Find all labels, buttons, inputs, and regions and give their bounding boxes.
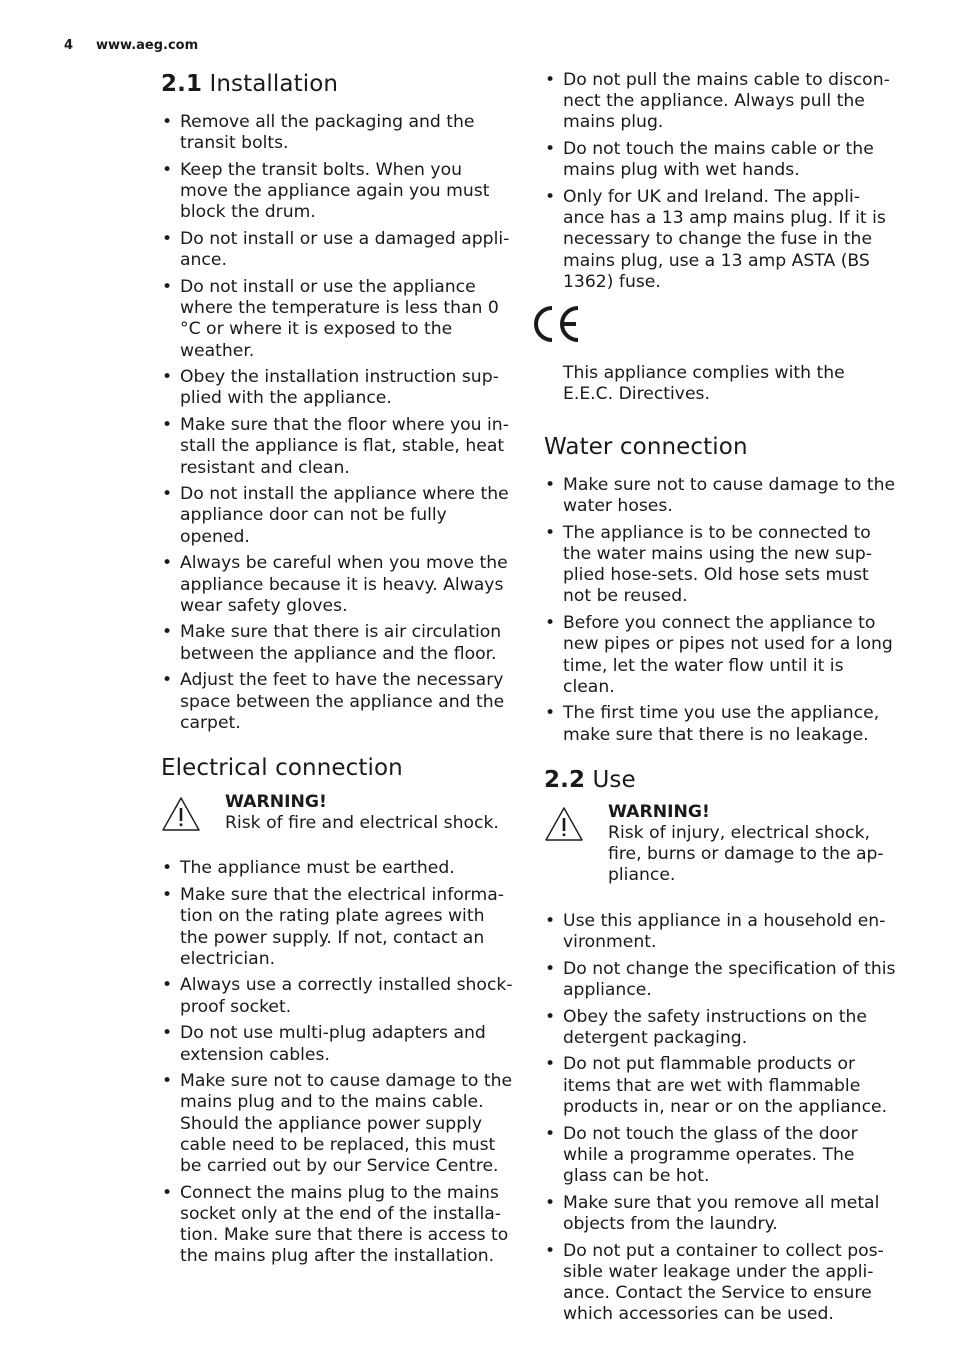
right-column <box>544 70 899 1331</box>
list-item: • Make sure not to cause damage to the mains plug and to the mains cable. Should the appliance power supply cable need to be replaced, this must be carried out by our Service Centre. <box>161 1071 513 1177</box>
list-item: • Do not put flammable products or items that are wet with flammable products in, near or on the appliance. <box>544 1054 899 1118</box>
list-item: • Do not change the specification of this appliance. <box>544 959 899 1001</box>
use-warning <box>544 802 899 887</box>
list-item: • Do not use multi-plug adapters and extension cables. <box>161 1023 513 1065</box>
installation-list <box>161 112 513 734</box>
list-item: • Only for UK and Ireland. The appli-ance has a 13 amp mains plug. If it is necessary to change the fuse in the mains plug, use a 13 amp ASTA (BS 1362) fuse. <box>544 187 899 293</box>
list-item: • Make sure that there is air circulation between the appliance and the floor. <box>161 622 513 664</box>
list-item: • Connect the mains plug to the mains socket only at the end of the installa-tion. Make sure that there is access to the mains plug after the installation. <box>161 1183 513 1268</box>
list-item: • Do not touch the mains cable or the mains plug with wet hands. <box>544 139 899 181</box>
list-item: • Before you connect the appliance to new pipes or pipes not used for a long time, let the water flow until it is clean. <box>544 613 899 698</box>
warning-title: WARNING! <box>608 801 710 822</box>
warning-icon <box>544 806 584 842</box>
list-item: • The appliance is to be connected to the water mains using the new sup-plied hose-sets. Old hose sets must not be reused. <box>544 523 899 608</box>
list-item: • The appliance must be earthed. <box>161 858 513 879</box>
electrical-warning <box>161 792 513 834</box>
ce-text: This appliance complies with the E.E.C. Directives. <box>563 362 845 404</box>
list-item: • Use this appliance in a household en-vironment. <box>544 911 899 953</box>
list-item: • Make sure not to cause damage to the water hoses. <box>544 475 899 517</box>
water-list <box>544 475 899 746</box>
section-title: Use <box>592 766 636 793</box>
page-number: 4 <box>64 38 74 53</box>
use-heading <box>544 764 899 796</box>
warning-text: Risk of fire and electrical shock. <box>225 813 499 834</box>
list-item: • Always use a correctly installed shock-proof socket. <box>161 975 513 1017</box>
list-item: • Obey the installation instruction sup-plied with the appliance. <box>161 367 513 409</box>
section-title: Installation <box>209 71 339 97</box>
list-item: • Adjust the feet to have the necessary space between the appliance and the carpet. <box>161 670 513 734</box>
left-column <box>161 68 513 1273</box>
warning-icon <box>161 796 201 832</box>
list-item: • Keep the transit bolts. When you move the appliance again you must block the drum. <box>161 160 513 224</box>
section-number: 2.2 <box>544 766 586 793</box>
header-url[interactable]: www.aeg.com <box>96 38 199 53</box>
list-item: • Always be careful when you move the appliance because it is heavy. Always wear safety gloves. <box>161 553 513 617</box>
list-item: • Remove all the packaging and the transit bolts. <box>161 112 513 154</box>
list-item: • Do not put a container to collect pos-sible water leakage under the appli-ance. Contact the Service to ensure which accessories can be used. <box>544 1241 899 1326</box>
warning-text: Risk of injury, electrical shock, fire, burns or damage to the ap-pliance. <box>608 823 884 886</box>
warning-title: WARNING! <box>225 791 327 812</box>
list-item: • Make sure that the floor where you in-stall the appliance is flat, stable, heat resistant and clean. <box>161 415 513 479</box>
section-number: 2.1 <box>161 71 203 97</box>
electrical-list <box>161 858 513 1267</box>
list-item: • Make sure that you remove all metal objects from the laundry. <box>544 1193 899 1235</box>
ce-mark <box>544 299 899 363</box>
page-header <box>64 38 198 53</box>
list-item: • Obey the safety instructions on the detergent packaging. <box>544 1007 899 1049</box>
electrical-heading: Electrical connection <box>161 754 403 781</box>
use-list <box>544 911 899 1326</box>
list-item: • Do not install or use a damaged appli-ance. <box>161 229 513 271</box>
list-item: • Make sure that the electrical informa-tion on the rating plate agrees with the power supply. If not, contact an electrician. <box>161 885 513 970</box>
list-item: • Do not install the appliance where the appliance door can not be fully opened. <box>161 484 513 548</box>
list-item: • Do not touch the glass of the door while a programme operates. The glass can be hot. <box>544 1124 899 1188</box>
list-item: • Do not pull the mains cable to discon-nect the appliance. Always pull the mains plug. <box>544 70 899 134</box>
installation-heading <box>161 68 513 100</box>
list-item: • The first time you use the appliance, make sure that there is no leakage. <box>544 703 899 745</box>
water-heading: Water connection <box>544 433 748 460</box>
electrical-list-continued <box>544 70 899 293</box>
ce-mark-icon <box>530 304 586 344</box>
list-item: • Do not install or use the appliance where the temperature is less than 0 °C or where it is exposed to the weather. <box>161 277 513 362</box>
